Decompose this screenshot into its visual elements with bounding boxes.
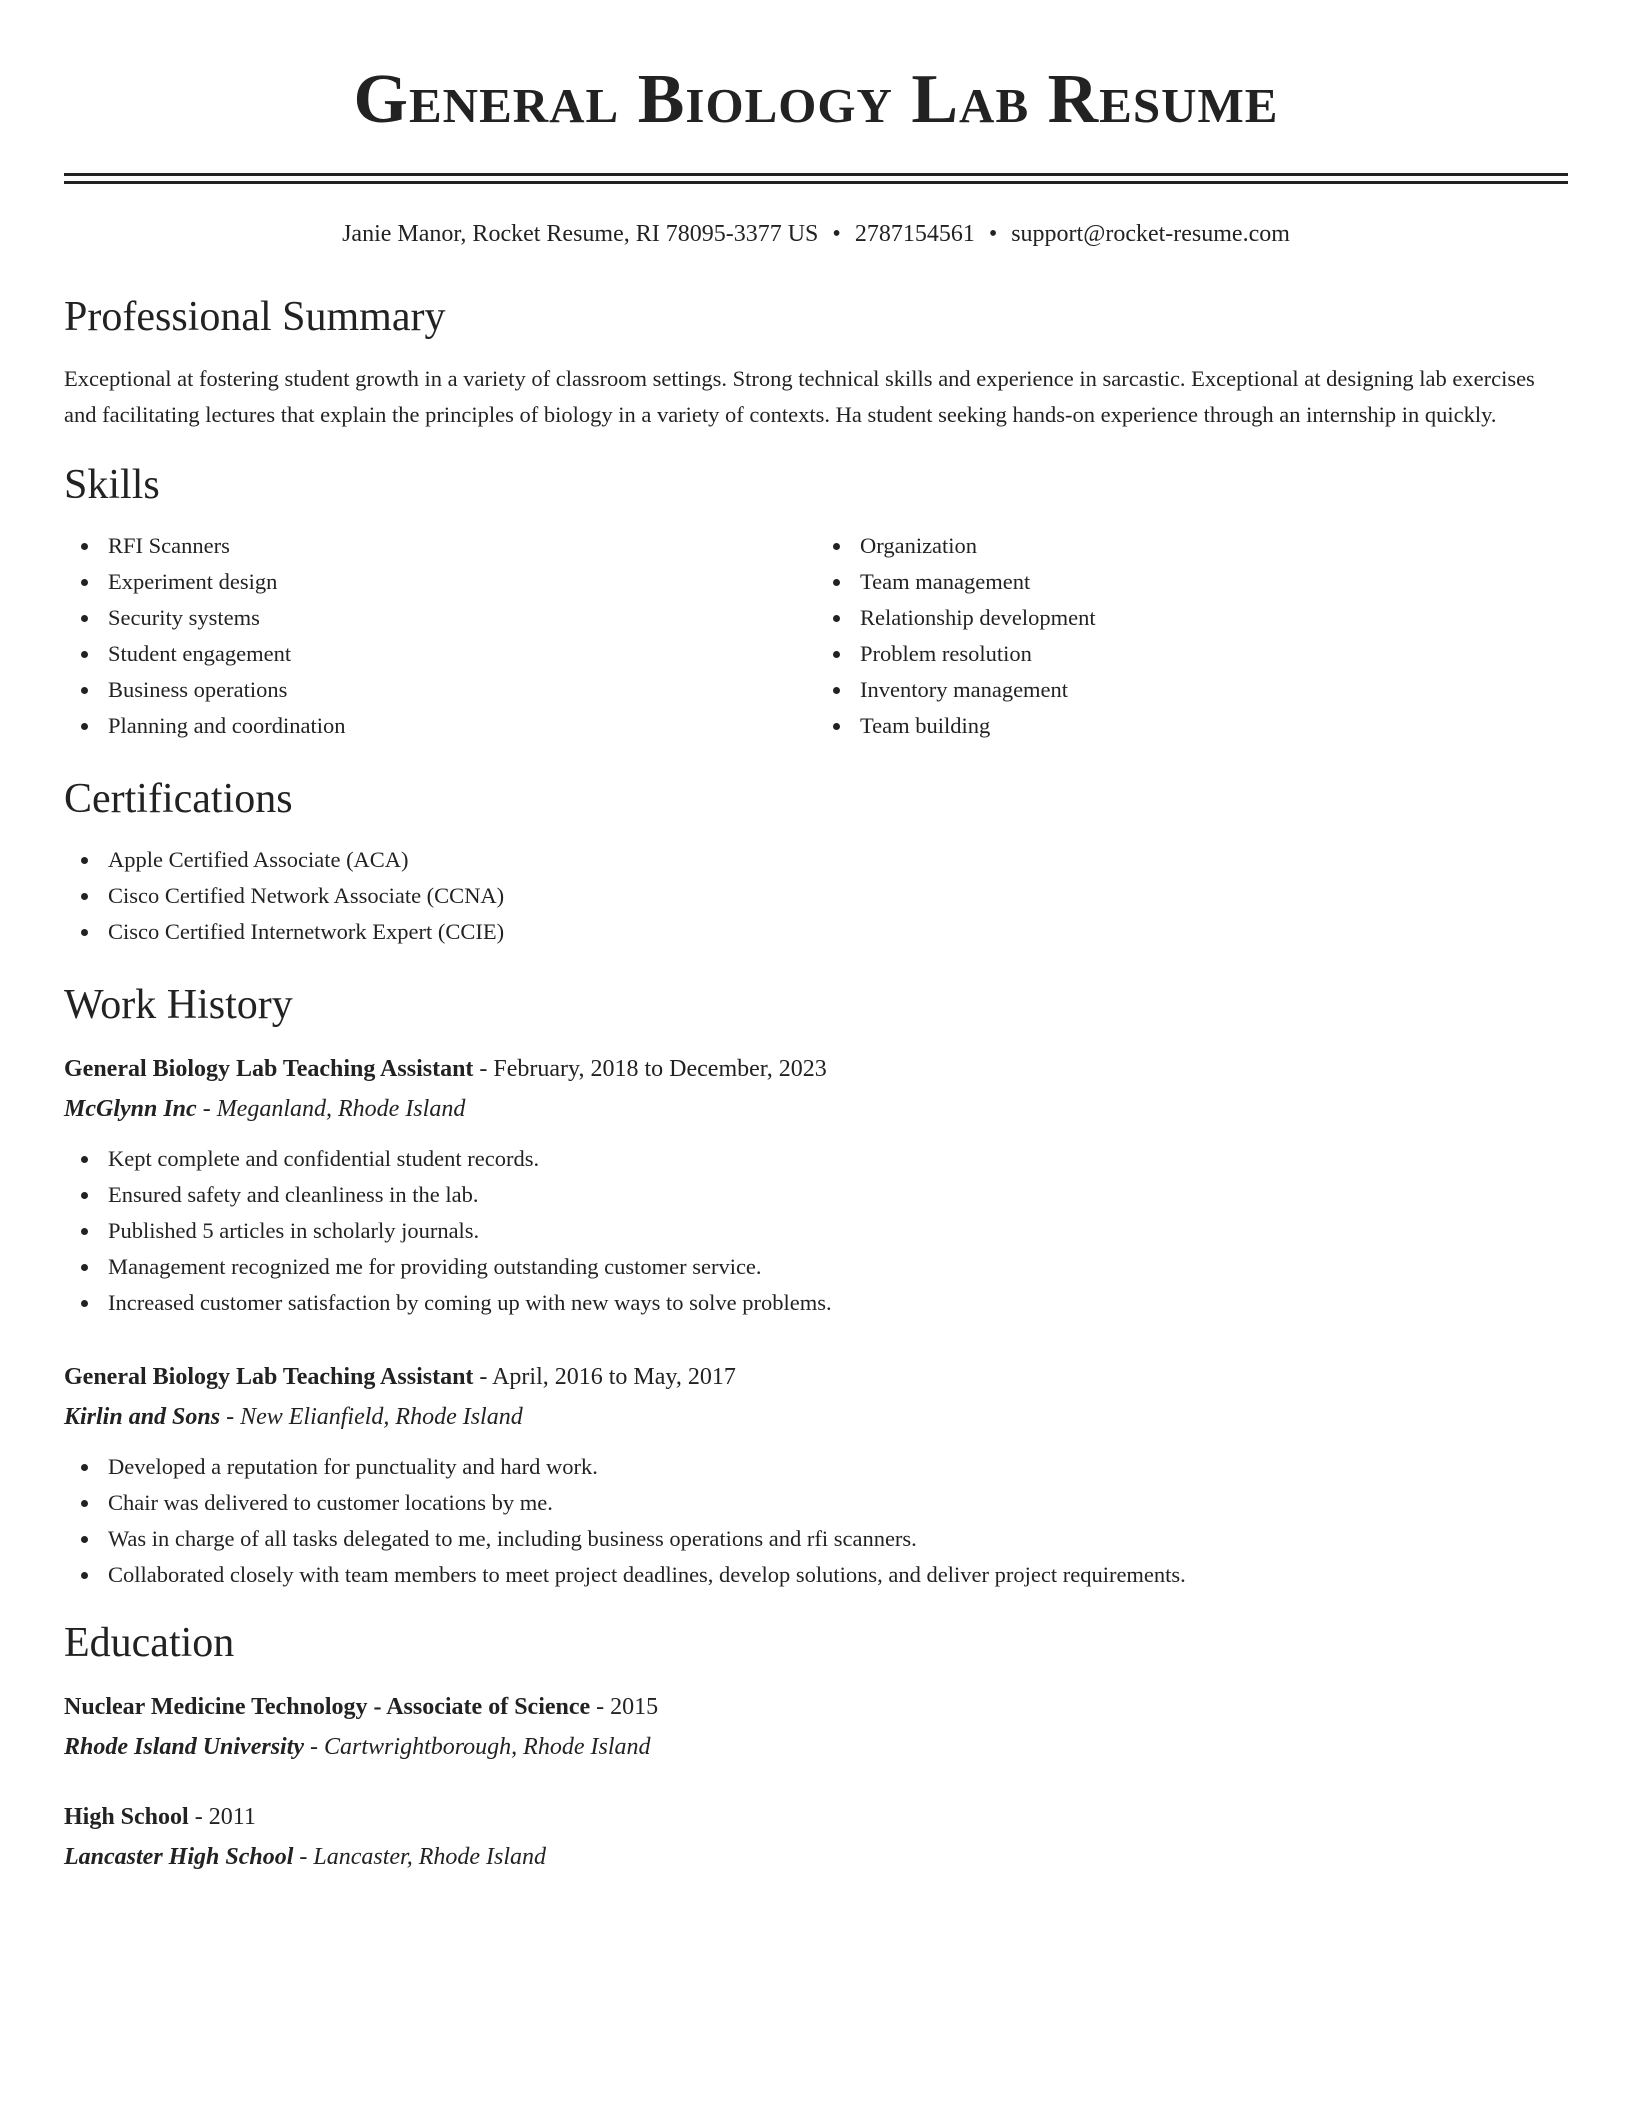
education-entry — [64, 1687, 1568, 1767]
education-school: Rhode Island University — [64, 1734, 305, 1760]
job-entry — [64, 1357, 1568, 1593]
title-rule-top — [64, 173, 1568, 176]
job-employer: Kirlin and Sons — [64, 1404, 221, 1430]
education-entry — [64, 1797, 1568, 1877]
job-dates: April, 2016 to May, 2017 — [492, 1364, 736, 1390]
resume-page — [64, 0, 1568, 1877]
title-rule-bottom — [64, 181, 1568, 184]
job-title-line: General Biology Lab Teaching Assistant - February, 2018 to December, 2023 — [64, 1056, 827, 1082]
job-dates: February, 2018 to December, 2023 — [493, 1056, 827, 1082]
skills-columns — [64, 528, 1568, 744]
education-school: Lancaster High School — [64, 1844, 294, 1870]
skill-item: Business operations — [108, 672, 816, 708]
education-degree: Nuclear Medicine Technology - Associate of Science — [64, 1694, 591, 1720]
skill-item: RFI Scanners — [108, 528, 816, 564]
skill-item: Team building — [860, 708, 1568, 744]
education-heading: Education — [64, 1620, 235, 1666]
job-employer-line: McGlynn Inc - Meganland, Rhode Island — [64, 1096, 466, 1122]
job-title: General Biology Lab Teaching Assistant — [64, 1364, 474, 1390]
education-degree-line: Nuclear Medicine Technology - Associate of Science - 2015 — [64, 1694, 659, 1720]
contact-email: support@rocket-resume.com — [1011, 221, 1290, 247]
job-duty-item: Collaborated closely with team members to meet project deadlines, develop solutions, and deliver project requirements. — [108, 1557, 1568, 1593]
skills-list-left — [64, 528, 816, 744]
job-duty-item: Kept complete and confidential student records. — [108, 1141, 1568, 1177]
skill-item: Planning and coordination — [108, 708, 816, 744]
certifications-heading: Certifications — [64, 776, 293, 822]
job-duties-list — [64, 1449, 1568, 1593]
job-title: General Biology Lab Teaching Assistant — [64, 1056, 474, 1082]
job-duty-item: Increased customer satisfaction by coming up with new ways to solve problems. — [108, 1285, 1568, 1321]
job-title-line: General Biology Lab Teaching Assistant - April, 2016 to May, 2017 — [64, 1364, 736, 1390]
education-school-line: Rhode Island University - Cartwrightborough, Rhode Island — [64, 1734, 651, 1760]
job-duty-item: Ensured safety and cleanliness in the lab. — [108, 1177, 1568, 1213]
skills-heading: Skills — [64, 462, 160, 508]
contact-phone: 2787154561 — [854, 221, 975, 247]
certification-item: Cisco Certified Network Associate (CCNA) — [108, 878, 1568, 914]
job-employer-line: Kirlin and Sons - New Elianfield, Rhode Island — [64, 1404, 523, 1430]
certification-item: Cisco Certified Internetwork Expert (CCIE) — [108, 914, 1568, 950]
skill-item: Relationship development — [860, 600, 1568, 636]
job-employer: McGlynn Inc — [64, 1096, 197, 1122]
skill-item: Student engagement — [108, 636, 816, 672]
skill-item: Inventory management — [860, 672, 1568, 708]
job-entry — [64, 1049, 1568, 1321]
resume-title: General Biology Lab Resume — [353, 61, 1279, 138]
education-year: 2015 — [610, 1694, 659, 1720]
job-duty-item: Published 5 articles in scholarly journals. — [108, 1213, 1568, 1249]
skills-list-right — [816, 528, 1568, 744]
summary-text: Exceptional at fostering student growth in a variety of classroom settings. Strong technical skills and experience in sarcastic. Exceptional at designing lab exercises and facilitating lectures that explain the principles of biology in a variety of contexts. Ha student seeking hands-on experience through an internship in quickly. — [64, 366, 1535, 427]
education-location: Lancaster, Rhode Island — [313, 1844, 547, 1870]
certifications-list — [64, 842, 1568, 950]
job-location: New Elianfield, Rhode Island — [240, 1404, 523, 1430]
job-duty-item: Developed a reputation for punctuality and hard work. — [108, 1449, 1568, 1485]
contact-line — [64, 219, 1568, 249]
skill-item: Security systems — [108, 600, 816, 636]
job-duty-item: Was in charge of all tasks delegated to me, including business operations and rfi scanners. — [108, 1521, 1568, 1557]
education-degree-line: High School - 2011 — [64, 1804, 256, 1830]
skill-item: Problem resolution — [860, 636, 1568, 672]
certification-item: Apple Certified Associate (ACA) — [108, 842, 1568, 878]
job-location: Meganland, Rhode Island — [216, 1096, 466, 1122]
contact-address: Janie Manor, Rocket Resume, RI 78095-3377 US — [342, 221, 819, 247]
education-location: Cartwrightborough, Rhode Island — [324, 1734, 651, 1760]
skill-item: Experiment design — [108, 564, 816, 600]
skill-item: Organization — [860, 528, 1568, 564]
job-duty-item: Chair was delivered to customer locations by me. — [108, 1485, 1568, 1521]
contact-separator: • — [832, 221, 841, 247]
education-year: 2011 — [208, 1804, 256, 1830]
contact-separator: • — [988, 221, 998, 247]
summary-heading: Professional Summary — [64, 294, 446, 340]
education-school-line: Lancaster High School - Lancaster, Rhode Island — [64, 1844, 547, 1870]
skill-item: Team management — [860, 564, 1568, 600]
education-degree: High School — [64, 1804, 189, 1830]
work-history-heading: Work History — [64, 982, 293, 1028]
job-duties-list — [64, 1141, 1568, 1321]
job-duty-item: Management recognized me for providing outstanding customer service. — [108, 1249, 1568, 1285]
